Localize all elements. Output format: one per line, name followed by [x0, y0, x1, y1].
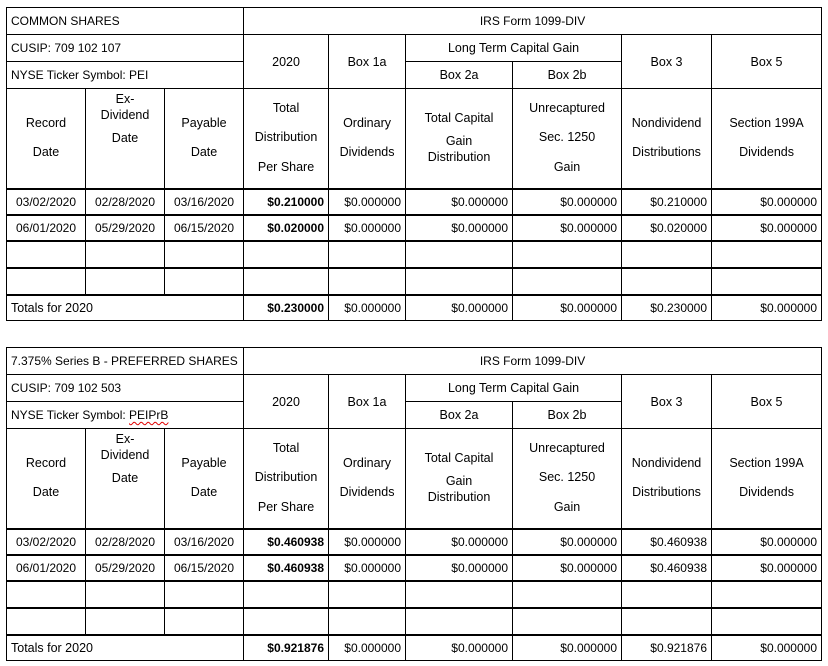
total-capital-gain: $0.000000 [406, 635, 513, 661]
payable-date: 06/15/2020 [165, 215, 244, 241]
nondividend-distributions: $0.460938 [622, 529, 712, 555]
ex-dividend-date: 05/29/2020 [86, 215, 165, 241]
payable-date-header: Payable Date [165, 429, 244, 529]
unrecaptured-gain: $0.000000 [513, 635, 622, 661]
ex-dividend-date: 02/28/2020 [86, 529, 165, 555]
section-199a-dividends: $0.000000 [712, 215, 822, 241]
ticker-symbol: PEIPrB [129, 408, 169, 422]
ordinary-dividends-header: Ordinary Dividends [329, 89, 406, 189]
total-distribution: $0.460938 [244, 529, 329, 555]
ordinary-dividends: $0.000000 [329, 529, 406, 555]
empty-row [7, 241, 822, 268]
totals-label: Totals for 2020 [7, 295, 244, 321]
ticker-symbol: PEI [129, 68, 149, 82]
table-row [7, 189, 822, 215]
table-row [7, 529, 822, 555]
year-header: 2020 [244, 375, 329, 429]
unrecaptured-gain-header: Unrecaptured Sec. 1250 Gain [513, 429, 622, 529]
payable-date: 06/15/2020 [165, 555, 244, 581]
total-distribution: $0.020000 [244, 215, 329, 241]
payable-date: 03/16/2020 [165, 529, 244, 555]
cusip-label: CUSIP: 709 102 107 [7, 35, 244, 62]
total-distribution: $0.230000 [244, 295, 329, 321]
ltcg-header: Long Term Capital Gain [406, 375, 622, 402]
table-row [7, 215, 822, 241]
total-capital-gain: $0.000000 [406, 189, 513, 215]
box2b-header: Box 2b [513, 402, 622, 429]
ordinary-dividends-header: Ordinary Dividends [329, 429, 406, 529]
total-capital-gain: $0.000000 [406, 529, 513, 555]
total-capital-gain: $0.000000 [406, 215, 513, 241]
common-shares-table [6, 7, 822, 321]
cusip-label: CUSIP: 709 102 503 [7, 375, 244, 402]
box1a-header: Box 1a [329, 35, 406, 89]
ordinary-dividends: $0.000000 [329, 295, 406, 321]
ordinary-dividends: $0.000000 [329, 189, 406, 215]
total-capital-gain: $0.000000 [406, 555, 513, 581]
section-199a-dividends: $0.000000 [712, 529, 822, 555]
total-capital-gain-header: Total Capital Gain Distribution [406, 429, 513, 529]
record-date-header: Record Date [7, 429, 86, 529]
unrecaptured-gain: $0.000000 [513, 189, 622, 215]
ex-dividend-date-header: Ex- Dividend Date [86, 89, 165, 189]
box3-header: Box 3 [622, 375, 712, 429]
box3-header: Box 3 [622, 35, 712, 89]
section-199a-header: Section 199A Dividends [712, 429, 822, 529]
nondividend-header: Nondividend Distributions [622, 429, 712, 529]
nondividend-distributions: $0.210000 [622, 189, 712, 215]
ordinary-dividends: $0.000000 [329, 635, 406, 661]
box2a-header: Box 2a [406, 402, 513, 429]
record-date: 03/02/2020 [7, 529, 86, 555]
form-title: IRS Form 1099-DIV [244, 8, 822, 35]
record-date: 06/01/2020 [7, 555, 86, 581]
record-date-header: Record Date [7, 89, 86, 189]
ticker-label: NYSE Ticker Symbol: [11, 408, 130, 422]
unrecaptured-gain: $0.000000 [513, 215, 622, 241]
section-199a-dividends: $0.000000 [712, 635, 822, 661]
empty-row [7, 268, 822, 295]
totals-label: Totals for 2020 [7, 635, 244, 661]
preferred-shares-table [6, 347, 822, 661]
ex-dividend-date: 05/29/2020 [86, 555, 165, 581]
section-199a-dividends: $0.000000 [712, 295, 822, 321]
table-row [7, 555, 822, 581]
ordinary-dividends: $0.000000 [329, 215, 406, 241]
total-capital-gain-header: Total Capital Gain Distribution [406, 89, 513, 189]
total-distribution: $0.210000 [244, 189, 329, 215]
ex-dividend-date-header: Ex- Dividend Date [86, 429, 165, 529]
total-distribution-header: Total Distribution Per Share [244, 89, 329, 189]
box1a-header: Box 1a [329, 375, 406, 429]
total-distribution-header: Total Distribution Per Share [244, 429, 329, 529]
ticker-label: NYSE Ticker Symbol: [11, 68, 130, 82]
section-199a-dividends: $0.000000 [712, 555, 822, 581]
unrecaptured-gain: $0.000000 [513, 295, 622, 321]
nondividend-distributions: $0.921876 [622, 635, 712, 661]
payable-date: 03/16/2020 [165, 189, 244, 215]
totals-row [7, 295, 822, 321]
empty-row [7, 581, 822, 608]
ordinary-dividends: $0.000000 [329, 555, 406, 581]
section-199a-dividends: $0.000000 [712, 189, 822, 215]
total-capital-gain: $0.000000 [406, 295, 513, 321]
unrecaptured-gain-header: Unrecaptured Sec. 1250 Gain [513, 89, 622, 189]
year-header: 2020 [244, 35, 329, 89]
payable-date-header: Payable Date [165, 89, 244, 189]
section-title: COMMON SHARES [7, 8, 244, 35]
totals-row [7, 635, 822, 661]
ltcg-header: Long Term Capital Gain [406, 35, 622, 62]
nondividend-header: Nondividend Distributions [622, 89, 712, 189]
ticker-cell [7, 402, 244, 429]
ticker-cell [7, 62, 244, 89]
box2a-header: Box 2a [406, 62, 513, 89]
section-199a-header: Section 199A Dividends [712, 89, 822, 189]
ex-dividend-date: 02/28/2020 [86, 189, 165, 215]
nondividend-distributions: $0.460938 [622, 555, 712, 581]
form-title: IRS Form 1099-DIV [244, 348, 822, 375]
empty-row [7, 608, 822, 635]
nondividend-distributions: $0.020000 [622, 215, 712, 241]
total-distribution: $0.460938 [244, 555, 329, 581]
box2b-header: Box 2b [513, 62, 622, 89]
record-date: 06/01/2020 [7, 215, 86, 241]
nondividend-distributions: $0.230000 [622, 295, 712, 321]
section-title: 7.375% Series B - PREFERRED SHARES [7, 348, 244, 375]
record-date: 03/02/2020 [7, 189, 86, 215]
unrecaptured-gain: $0.000000 [513, 529, 622, 555]
total-distribution: $0.921876 [244, 635, 329, 661]
unrecaptured-gain: $0.000000 [513, 555, 622, 581]
box5-header: Box 5 [712, 375, 822, 429]
box5-header: Box 5 [712, 35, 822, 89]
